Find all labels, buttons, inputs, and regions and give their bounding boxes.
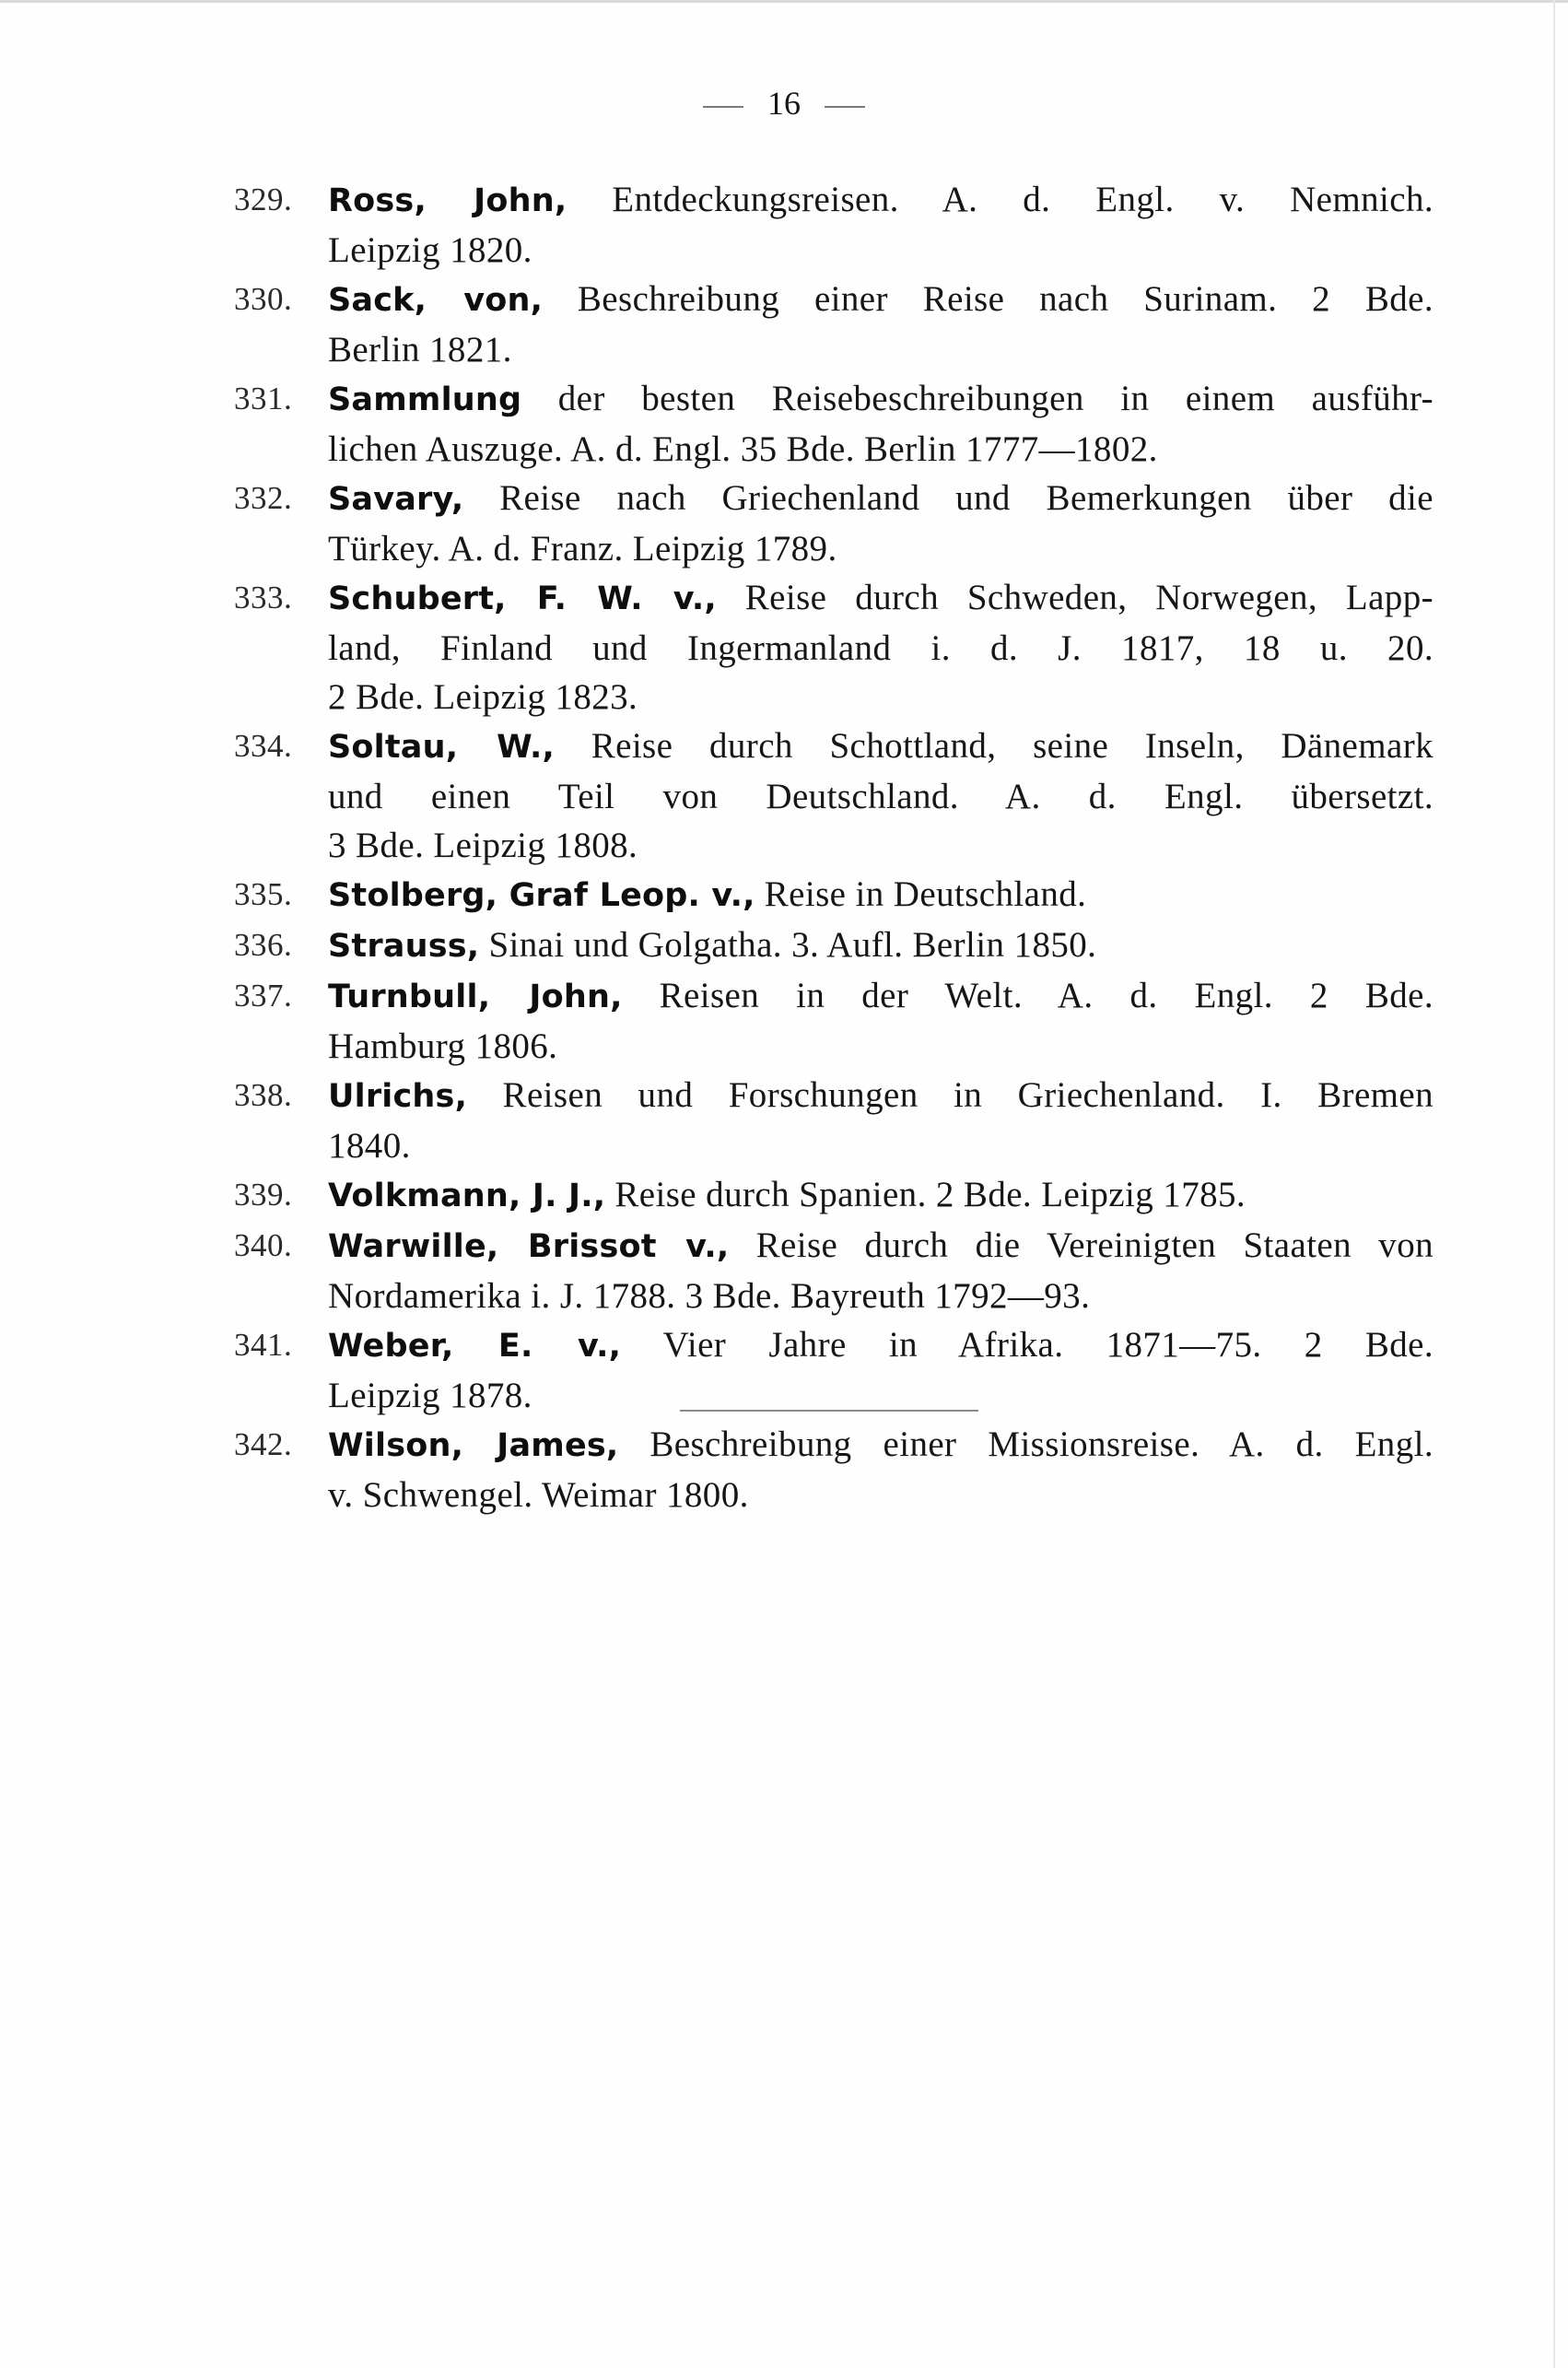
entry-number: 330. <box>234 281 293 317</box>
entry-line-text: Nordamerika i. J. 1788. 3 Bde. Bayreuth 1792—93. <box>328 1276 1091 1316</box>
entry-author: Savary, <box>328 481 464 518</box>
entry-line-text: Leipzig 1878. <box>328 1376 532 1415</box>
entry-line <box>328 226 1433 275</box>
header-dash-right <box>825 106 865 108</box>
entry-number: 333. <box>234 580 293 615</box>
entry-author: Schubert, F. W. v., <box>328 580 717 617</box>
entry-line-text: Leipzig 1820. <box>328 230 532 270</box>
entry-author: Strauss, <box>328 928 480 965</box>
entry-author: Sammlung <box>328 381 522 418</box>
entry-line <box>328 1371 1433 1420</box>
entry-line-text: Türkey. A. d. Franz. Leipzig 1789. <box>328 529 837 569</box>
entry-number: 336. <box>234 927 293 963</box>
entry-line-text: Reise in Deutschland. <box>764 874 1087 914</box>
entry-line-text: der besten Reisebeschreibungen in einem ausführ- <box>557 379 1434 418</box>
bibliography-entry <box>0 474 1568 573</box>
bibliography-entry <box>0 1420 1568 1519</box>
entry-line-text: 1840. <box>328 1126 411 1166</box>
bibliography-entry <box>0 971 1568 1071</box>
entry-line-text: 2 Bde. Leipzig 1823. <box>328 677 638 717</box>
entry-line-text: Reise durch die Vereinigten Staaten von <box>755 1225 1434 1265</box>
entry-author: Weber, E. v., <box>328 1328 622 1365</box>
entry-author: Turnbull, John, <box>328 979 623 1015</box>
entry-number: 334. <box>234 728 293 764</box>
entry-number: 341. <box>234 1327 293 1363</box>
entry-line <box>328 1221 1433 1272</box>
entry-line <box>328 971 1433 1022</box>
bibliography-entry <box>0 920 1568 971</box>
entry-line-text: Beschreibung einer Missionsreise. A. d. Engl. <box>649 1424 1433 1464</box>
entry-text <box>328 1170 1433 1221</box>
entry-author: Wilson, James, <box>328 1427 619 1464</box>
entry-line-text: Reise durch Schweden, Norwegen, Lapp- <box>744 578 1433 617</box>
entry-line-text: und einen Teil von Deutschland. A. d. Engl. übersetzt. <box>328 777 1433 816</box>
entry-number: 331. <box>234 381 293 416</box>
entry-line-text: Reisen in der Welt. A. d. Engl. 2 Bde. <box>659 976 1433 1015</box>
entry-line <box>328 425 1433 474</box>
entry-text <box>328 1221 1433 1320</box>
entry-line <box>328 573 1433 624</box>
entry-line <box>328 1071 1433 1121</box>
bibliography-entry <box>0 870 1568 920</box>
entry-line <box>328 325 1433 374</box>
entry-line <box>328 524 1433 573</box>
entry-number: 335. <box>234 876 293 912</box>
bibliography-entry <box>0 374 1568 474</box>
bibliography-entry <box>0 175 1568 275</box>
entry-line <box>328 624 1433 673</box>
entry-line <box>328 1471 1433 1519</box>
entry-line <box>328 1022 1433 1071</box>
entry-line-text: Reisen und Forschungen in Griechenland. I. Bremen <box>502 1075 1433 1115</box>
entry-line-text: v. Schwengel. Weimar 1800. <box>328 1475 749 1515</box>
entry-line-text: Hamburg 1806. <box>328 1026 558 1066</box>
entry-text <box>328 1071 1433 1170</box>
entry-line <box>328 870 1433 920</box>
page-header <box>0 85 1568 122</box>
entry-line-text: land, Finland und Ingermanland i. d. J. 1817, 18 u. 20. <box>328 628 1433 668</box>
bibliography-list <box>0 175 1568 1519</box>
bibliography-entry <box>0 275 1568 374</box>
entry-line-text: Reise durch Schottland, seine Inseln, Dänemark <box>591 726 1433 766</box>
entry-text <box>328 175 1433 275</box>
entry-number: 332. <box>234 480 293 516</box>
entry-line <box>328 772 1433 821</box>
entry-line <box>328 1170 1433 1221</box>
bibliography-entry <box>0 1170 1568 1221</box>
entry-line-text: 3 Bde. Leipzig 1808. <box>328 826 638 865</box>
entry-line-text: Reise nach Griechenland und Bemerkungen über die <box>499 478 1433 518</box>
entry-line-text: Berlin 1821. <box>328 330 512 369</box>
bibliography-entry <box>0 1221 1568 1320</box>
entry-line <box>328 1320 1433 1371</box>
entry-line-text: Entdeckungsreisen. A. d. Engl. v. Nemnich. <box>612 180 1433 219</box>
bibliography-entry <box>0 1071 1568 1170</box>
entry-author: Ross, John, <box>328 182 568 219</box>
entry-line <box>328 1121 1433 1170</box>
entry-number: 340. <box>234 1227 293 1263</box>
entry-line <box>328 175 1433 226</box>
entry-text <box>328 474 1433 573</box>
entry-line <box>328 920 1433 971</box>
entry-author: Sack, von, <box>328 282 544 319</box>
entry-number: 329. <box>234 182 293 217</box>
end-rule <box>680 1410 978 1412</box>
entry-line <box>328 275 1433 325</box>
entry-author: Stolberg, Graf Leop. v., <box>328 877 755 914</box>
entry-text <box>328 870 1433 920</box>
entry-line <box>328 821 1433 870</box>
entry-text <box>328 721 1433 870</box>
entry-number: 337. <box>234 978 293 1014</box>
entry-line-text: Sinai und Golgatha. 3. Aufl. Berlin 1850. <box>488 925 1097 965</box>
entry-text <box>328 275 1433 374</box>
entry-author: Volkmann, J. J., <box>328 1178 606 1214</box>
entry-line <box>328 673 1433 721</box>
scan-edge-top <box>0 0 1568 3</box>
entry-line-text: Beschreibung einer Reise nach Surinam. 2 Bde. <box>577 279 1433 319</box>
header-dash-left <box>703 106 743 108</box>
entry-line-text: lichen Auszuge. A. d. Engl. 35 Bde. Berlin 1777—1802. <box>328 429 1158 469</box>
entry-number: 338. <box>234 1077 293 1113</box>
entry-author: Soltau, W., <box>328 729 556 766</box>
page-number: 16 <box>767 85 801 122</box>
entry-line-text: Reise durch Spanien. 2 Bde. Leipzig 1785. <box>614 1175 1246 1214</box>
entry-text <box>328 920 1433 971</box>
entry-line <box>328 1420 1433 1471</box>
entry-line <box>328 1272 1433 1320</box>
bibliography-entry <box>0 721 1568 870</box>
bibliography-entry <box>0 1320 1568 1420</box>
entry-line <box>328 374 1433 425</box>
entry-text <box>328 573 1433 721</box>
entry-line <box>328 474 1433 524</box>
entry-author: Ulrichs, <box>328 1078 468 1115</box>
entry-text <box>328 1320 1433 1420</box>
entry-number: 339. <box>234 1177 293 1213</box>
entry-text <box>328 374 1433 474</box>
entry-line <box>328 721 1433 772</box>
entry-line-text: Vier Jahre in Afrika. 1871—75. 2 Bde. <box>662 1325 1433 1365</box>
bibliography-entry <box>0 573 1568 721</box>
entry-number: 342. <box>234 1426 293 1462</box>
entry-author: Warwille, Brissot v., <box>328 1228 730 1265</box>
entry-text <box>328 1420 1433 1519</box>
entry-text <box>328 971 1433 1071</box>
